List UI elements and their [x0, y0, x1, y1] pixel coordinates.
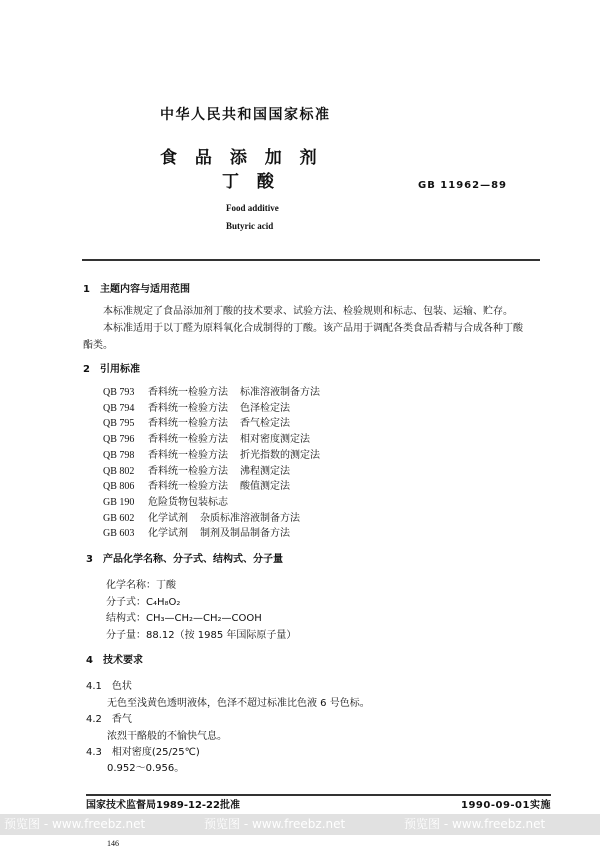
reference-main-title: 香料统一检验方法 — [148, 387, 228, 398]
watermark-text: 预览图 - www.freebz.net — [204, 817, 346, 831]
watermark-text: 预览图 - www.freebz.net — [4, 817, 146, 831]
reference-code: QB 802 — [103, 465, 135, 477]
section-4-2-text: 浓烈干酪般的不愉快气息。 — [107, 731, 227, 742]
english-subtitle: Butyric acid — [226, 221, 274, 231]
effective-date: 1990-09-01实施 — [461, 800, 551, 811]
reference-sub-title: 标准溶液制备方法 — [240, 387, 320, 398]
reference-code: GB 602 — [103, 512, 135, 524]
section-1-para-2: 本标准适用于以丁醛为原料氧化合成制得的丁酸。该产品用于调配各类食品香精与合成各种丁酸 — [103, 323, 523, 334]
reference-sub-title: 相对密度测定法 — [240, 434, 310, 446]
english-title: Food additive — [226, 203, 279, 213]
header-rule — [82, 259, 540, 261]
reference-sub-title: 色泽检定法 — [240, 402, 290, 414]
section-4-3-text: 0.952～0.956。 — [107, 763, 185, 774]
section-1-para-1: 本标准规定了食品添加剂丁酸的技术要求、试验方法、检验规则和标志、包装、运输、贮存。 — [103, 306, 513, 317]
reference-code: QB 806 — [103, 481, 135, 493]
doc-title: 食 品 添 加 剂 — [160, 148, 323, 168]
section-3-heading: 3 产品化学名称、分子式、结构式、分子量 — [86, 554, 283, 565]
reference-main-title: 危险货物包装标志 — [148, 496, 228, 508]
section-1-para-2-cont: 酯类。 — [83, 340, 113, 351]
reference-row — [103, 388, 320, 398]
watermark-text: 预览图 - www.freebz.net — [404, 817, 546, 831]
reference-sub-title: 香气检定法 — [240, 418, 290, 430]
section-4-1-heading: 4.1 色状 — [86, 681, 132, 692]
reference-code: QB 798 — [103, 449, 135, 461]
chemical-name: 化学名称：丁酸 — [106, 580, 176, 591]
reference-main-title: 香料统一检验方法 — [148, 434, 228, 446]
reference-row — [103, 514, 300, 524]
reference-row — [103, 467, 290, 477]
reference-main-title: 香料统一检验方法 — [148, 449, 228, 461]
reference-row — [103, 419, 290, 429]
reference-code: GB 603 — [103, 528, 135, 540]
reference-sub-title: 沸程测定法 — [240, 465, 290, 477]
reference-code: QB 794 — [103, 402, 135, 414]
footer-rule — [86, 794, 551, 796]
standard-code: GB 11962—89 — [418, 180, 508, 191]
reference-sub-title: 杂质标准溶液制备方法 — [200, 512, 300, 524]
reference-code: QB 796 — [103, 434, 135, 446]
reference-row — [103, 404, 290, 414]
structural-formula: 结构式：CH₃—CH₂—CH₂—COOH — [106, 613, 262, 624]
section-1-heading: 1 主题内容与适用范围 — [83, 284, 190, 295]
molecular-mass: 分子量：88.12（按 1985 年国际原子量） — [106, 630, 297, 641]
reference-row — [103, 451, 320, 461]
reference-sub-title: 折光指数的测定法 — [240, 449, 320, 461]
reference-code: QB 795 — [103, 418, 135, 430]
doc-subtitle: 丁 酸 — [222, 172, 280, 192]
reference-code: GB 190 — [103, 496, 135, 508]
reference-sub-title: 酸值测定法 — [240, 481, 290, 493]
reference-main-title: 香料统一检验方法 — [148, 418, 228, 430]
section-4-heading: 4 技术要求 — [86, 655, 143, 666]
section-4-3-heading: 4.3 相对密度(25/25℃) — [86, 747, 200, 758]
reference-main-title: 香料统一检验方法 — [148, 402, 228, 414]
section-4-1-text: 无色至浅黄色透明液体，色泽不超过标准比色液 6 号色标。 — [107, 698, 370, 709]
reference-main-title: 化学试剂 — [148, 528, 188, 540]
reference-row — [103, 482, 290, 492]
issuing-org: 中华人民共和国国家标准 — [160, 107, 331, 123]
section-2-heading: 2 引用标准 — [83, 364, 140, 375]
reference-main-title: 化学试剂 — [148, 512, 188, 524]
approval-date: 国家技术监督局1989-12-22批准 — [86, 800, 240, 811]
reference-row — [103, 498, 240, 508]
page-number: 146 — [107, 839, 119, 848]
reference-row — [103, 435, 310, 445]
reference-main-title: 香料统一检验方法 — [148, 465, 228, 477]
reference-code: QB 793 — [103, 387, 135, 398]
molecular-formula: 分子式：C₄H₈O₂ — [106, 597, 181, 608]
reference-main-title: 香料统一检验方法 — [148, 481, 228, 493]
watermark-band — [0, 814, 600, 835]
reference-sub-title: 制剂及制品制备方法 — [200, 528, 290, 540]
section-4-2-heading: 4.2 香气 — [86, 714, 132, 725]
reference-row — [103, 529, 290, 539]
